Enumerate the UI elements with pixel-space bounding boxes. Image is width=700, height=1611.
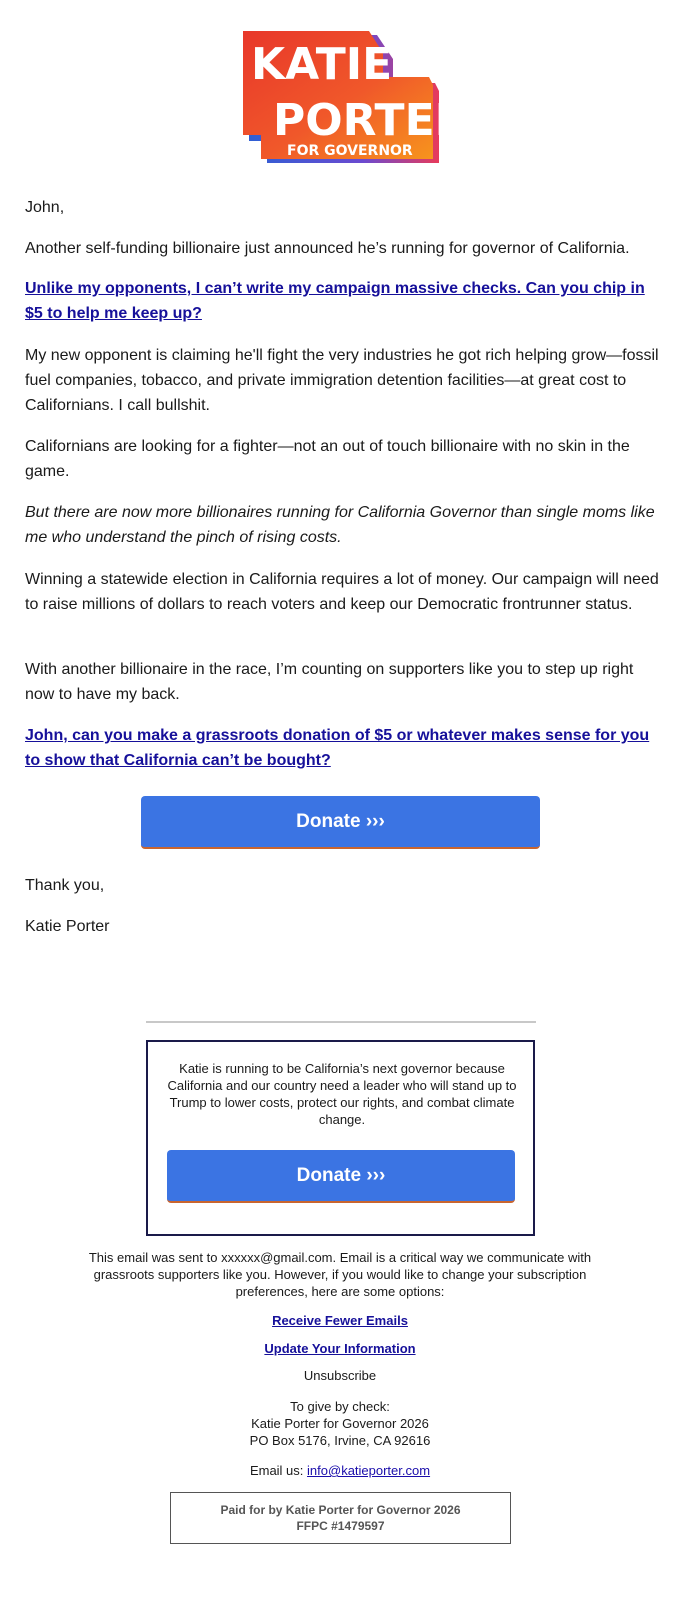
katie-porter-logo (243, 31, 469, 167)
divider (146, 1021, 536, 1023)
paid-for-line-1: Paid for by Katie Porter for Governor 2026 (220, 1503, 461, 1517)
update-information-link[interactable]: Update Your Information (264, 1341, 416, 1356)
paragraph-opponent: My new opponent is claiming he'll fight the very industries he got rich helping grow—fossil fuel companies, tobacco, and private immigration detention facilities—at great cost to Californians. I call bullshit. (25, 347, 659, 414)
check-line-2: Katie Porter for Governor 2026 (251, 1416, 429, 1431)
donate-link-1-text[interactable]: Unlike my opponents, I can’t write my campaign massive checks. Can you chip in $5 to help me keep up? (25, 280, 645, 322)
signature: Katie Porter (25, 918, 110, 935)
footer-callout-box (146, 1040, 535, 1236)
update-info-row (60, 1340, 620, 1357)
email-us-label: Email us: (249, 1463, 304, 1478)
donate-button-main[interactable]: Donate ››› (141, 796, 540, 849)
logo-line1: KATIE (251, 39, 393, 90)
sent-notice: This email was sent to xxxxxx@gmail.com. Email is a critical way we communicate with grassroots supporters like you. However, if you would like to change your subscription preferences, here are some options: (88, 1250, 592, 1299)
check-line-3: PO Box 5176, Irvine, CA 92616 (249, 1433, 431, 1448)
receive-fewer-emails-link[interactable]: Receive Fewer Emails (272, 1313, 408, 1328)
paragraph-billionaires: But there are now more billionaires running for California Governor than single moms like me who understand the pinch of rising costs. (25, 504, 655, 546)
paragraph-money: Winning a statewide election in California requires a lot of money. Our campaign will need to raise millions of dollars to reach voters and keep our Democratic frontrunner status. (25, 571, 659, 613)
paid-for-box (170, 1492, 511, 1544)
logo-line3: FOR GOVERNOR (287, 143, 413, 159)
logo-line2: PORTER (273, 95, 469, 146)
paragraph-support: With another billionaire in the race, I’m counting on supporters like you to step up right now to have my back. (25, 661, 634, 703)
donate-link-2-text[interactable]: John, can you make a grassroots donation of $5 or whatever makes sense for you to show that California can’t be bought? (25, 727, 650, 769)
salutation: John, (25, 199, 65, 216)
donate-link-1[interactable] (25, 276, 665, 326)
donate-button-footer[interactable]: Donate ››› (167, 1150, 515, 1203)
donate-link-2[interactable] (25, 723, 665, 773)
callout-text: Katie is running to be California’s next governor because California and our country need a leader who will stand up to Trump to lower costs, protect our rights, and combat climate change. (167, 1061, 517, 1127)
paid-for-line-2: FFPC #1479597 (296, 1519, 385, 1533)
fewer-emails-row (60, 1312, 620, 1329)
unsubscribe-link[interactable]: Unsubscribe (303, 1368, 377, 1383)
check-line-1: To give by check: (290, 1399, 390, 1414)
closing: Thank you, (25, 877, 105, 894)
paragraph-intro: Another self-funding billionaire just announced he’s running for governor of California. (25, 240, 630, 257)
paragraph-fighter: Californians are looking for a fighter—not an out of touch billionaire with no skin in the game. (25, 438, 630, 480)
email-us-link[interactable]: info@katieporter.com (307, 1463, 431, 1478)
email-us-row (60, 1462, 620, 1479)
